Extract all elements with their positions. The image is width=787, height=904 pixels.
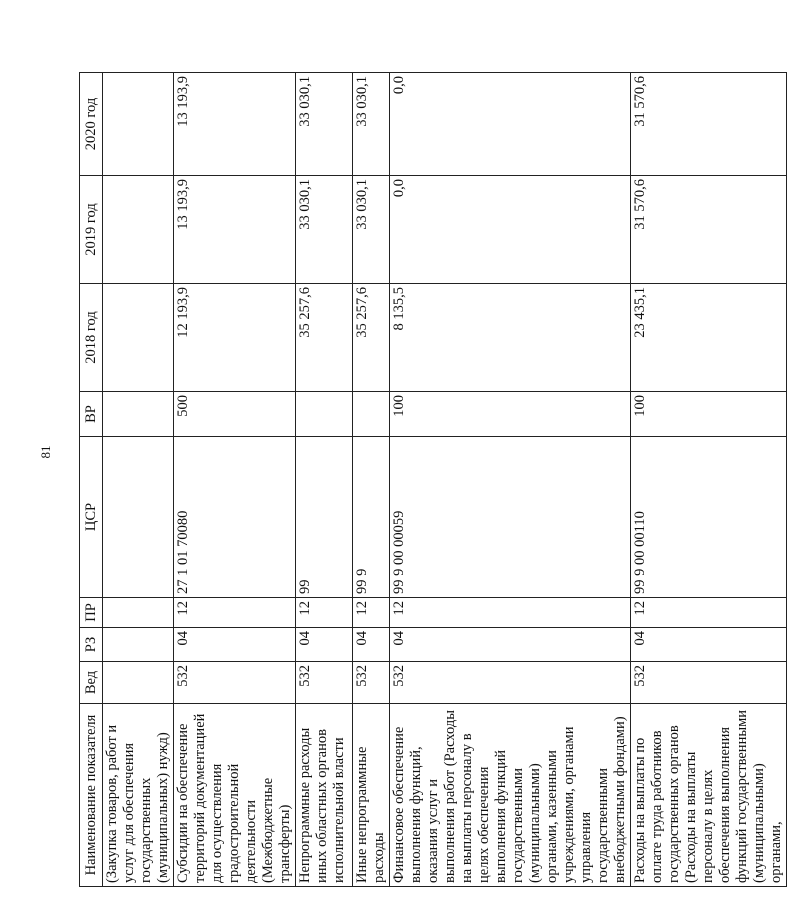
header-2019: 2019 год (80, 176, 103, 284)
row-name: Непрограммные расходы иных областных органов исполнительной власти (296, 704, 353, 887)
row-vr: 100 (631, 392, 787, 437)
row-vr (103, 392, 174, 437)
header-row (80, 73, 103, 887)
row-csr: 99 9 00 00110 (631, 437, 787, 598)
row-pr: 12 (296, 598, 353, 628)
row-2019: 33 030,1 (296, 176, 353, 284)
row-2020: 0,0 (390, 73, 631, 176)
header-2018: 2018 год (80, 284, 103, 392)
row-name: Субсидии на обеспечение территорий документацией для осуществления градостроительной деятельности (Межбюджетные трансферты) (174, 704, 296, 887)
row-2020: 13 193,9 (174, 73, 296, 176)
row-2018: 12 193,9 (174, 284, 296, 392)
row-pr (103, 598, 174, 628)
row-2020: 33 030,1 (296, 73, 353, 176)
table-row (390, 73, 631, 887)
row-2018: 23 435,1 (631, 284, 787, 392)
budget-table (79, 72, 787, 887)
row-2020 (103, 73, 174, 176)
row-vr (296, 392, 353, 437)
row-2018: 35 257,6 (296, 284, 353, 392)
row-ved: 532 (174, 662, 296, 704)
row-pr: 12 (174, 598, 296, 628)
row-pr: 12 (353, 598, 390, 628)
row-2019: 13 193,9 (174, 176, 296, 284)
row-rz: 04 (174, 628, 296, 662)
header-pr: ПР (80, 598, 103, 628)
row-vr: 500 (174, 392, 296, 437)
row-csr: 99 9 00 00059 (390, 437, 631, 598)
row-ved (103, 662, 174, 704)
row-rz: 04 (390, 628, 631, 662)
row-2019 (103, 176, 174, 284)
row-rz: 04 (353, 628, 390, 662)
row-vr (353, 392, 390, 437)
row-name: Иные непрограммные расходы (353, 704, 390, 887)
row-csr: 99 9 (353, 437, 390, 598)
header-csr: ЦСР (80, 437, 103, 598)
row-rz: 04 (631, 628, 787, 662)
row-2018 (103, 284, 174, 392)
row-pr: 12 (390, 598, 631, 628)
row-csr (103, 437, 174, 598)
row-name: Финансовое обеспечение выполнения функций, оказания услуг и выполнения работ (Расходы на выплаты персоналу в целях обеспечения выполнения функций государственными (муниципальными) органами, казенными учреждениями, органами управления государственными внебюджетными фондами) (390, 704, 631, 887)
table-row (296, 73, 353, 887)
row-2019: 0,0 (390, 176, 631, 284)
row-name: Расходы на выплаты по оплате труда работников государственных органов (Расходы на выплаты персоналу в целях обеспечения выполнения функций государственными (муниципальными) органами, (631, 704, 787, 887)
row-2018: 35 257,6 (353, 284, 390, 392)
header-name: Наименование показателя (80, 704, 103, 887)
row-ved: 532 (296, 662, 353, 704)
row-csr: 99 (296, 437, 353, 598)
row-ved: 532 (390, 662, 631, 704)
table-row (103, 73, 174, 887)
row-csr: 27 1 01 70080 (174, 437, 296, 598)
row-2020: 33 030,1 (353, 73, 390, 176)
row-rz (103, 628, 174, 662)
row-name: (Закупка товаров, работ и услуг для обеспечения государственных (муниципальных) нужд) (103, 704, 174, 887)
header-vr: ВР (80, 392, 103, 437)
table-row (353, 73, 390, 887)
header-ved: Вед (80, 662, 103, 704)
table-row (631, 73, 787, 887)
row-vr: 100 (390, 392, 631, 437)
header-rz: РЗ (80, 628, 103, 662)
header-2020: 2020 год (80, 73, 103, 176)
row-2020: 31 570,6 (631, 73, 787, 176)
row-2019: 31 570,6 (631, 176, 787, 284)
row-2018: 8 135,5 (390, 284, 631, 392)
page-number: 81 (38, 445, 53, 459)
row-ved: 532 (631, 662, 787, 704)
row-2019: 33 030,1 (353, 176, 390, 284)
rotated-page-content (79, 73, 784, 887)
row-rz: 04 (296, 628, 353, 662)
table-row (174, 73, 296, 887)
row-ved: 532 (353, 662, 390, 704)
row-pr: 12 (631, 598, 787, 628)
